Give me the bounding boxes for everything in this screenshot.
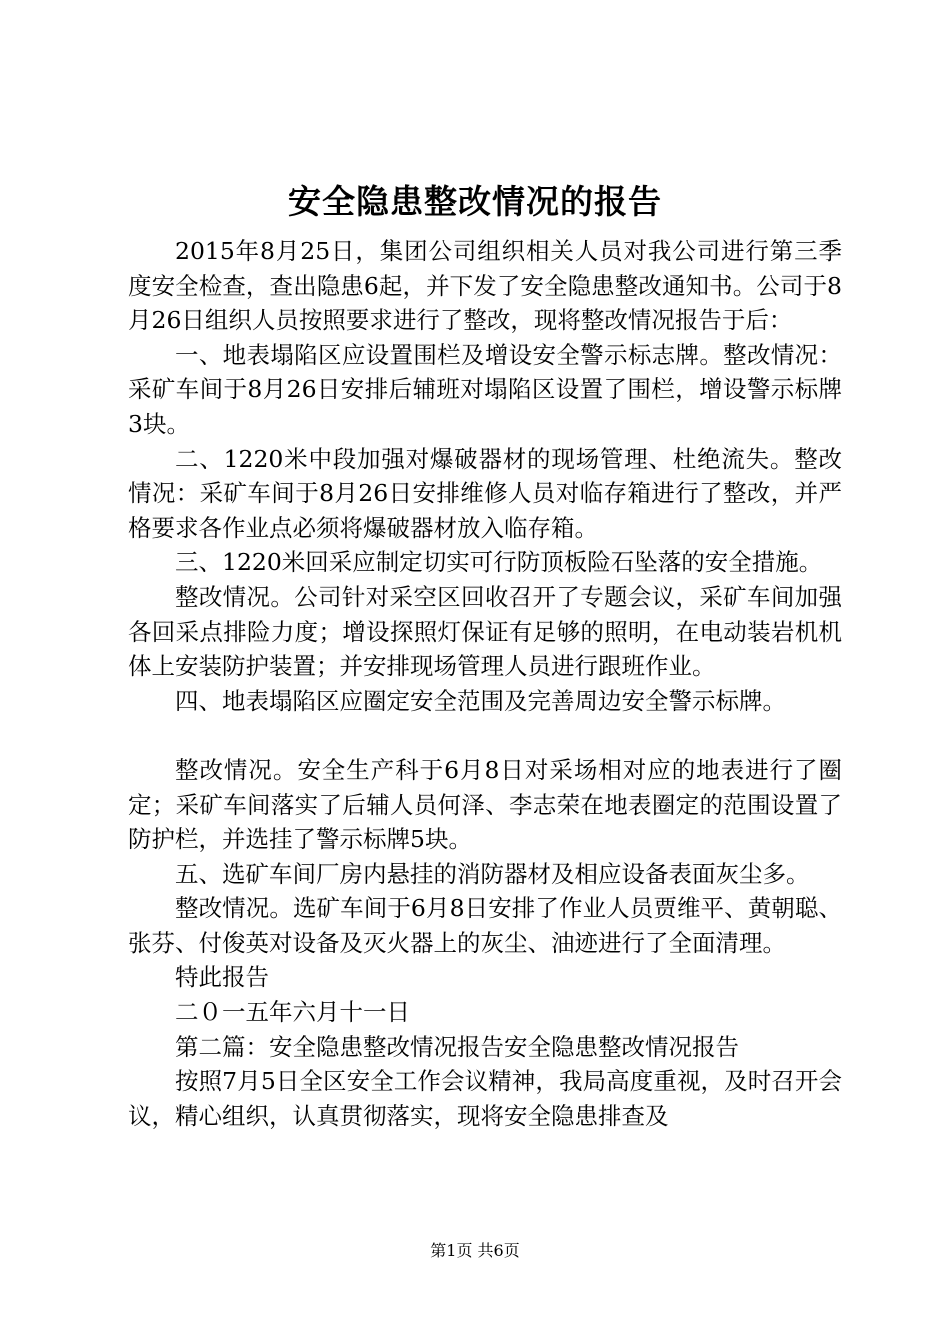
paragraph-item-4: 四、地表塌陷区应圈定安全范围及完善周边安全警示标牌。 [175,686,786,715]
paragraph-item-2: 二、1220米中段加强对爆破器材的现场管理、杜绝流失。整改情况：采矿车间于8月26日安排维修人员对临存箱进行了整改，并严格要求各作业点必须将爆破器材放入临存箱。 [128,444,842,542]
paragraph-item-1: 一、地表塌陷区应设置围栏及增设安全警示标志牌。整改情况：采矿车间于8月26日安排后辅班对塌陷区设置了围栏，增设警示标牌3块。 [128,340,842,438]
paragraph-second-heading: 第二篇：安全隐患整改情况报告安全隐患整改情况报告 [175,1032,739,1061]
paragraph-item-5: 五、选矿车间厂房内悬挂的消防器材及相应设备表面灰尘多。 [175,859,810,888]
document-title: 安全隐患整改情况的报告 [288,182,662,221]
document-body [128,234,842,1133]
paragraph-intro: 2015年8月25日，集团公司组织相关人员对我公司进行第三季度安全检查，查出隐患6起，并下发了安全隐患整改通知书。公司于8月26日组织人员按照要求进行了整改，现将整改情况报告于后： [128,237,842,335]
page-footer: 第1页 共6页 [430,1241,520,1260]
paragraph-date: 二０一五年六月十一日 [175,998,410,1027]
paragraph-second-intro: 按照7月5日全区安全工作会议精神，我局高度重视，及时召开会议，精心组织，认真贯彻落实，现将安全隐患排查及 [128,1067,842,1130]
paragraph-item-5-result: 整改情况。选矿车间于6月8日安排了作业人员贾维平、黄朝聪、张芬、付俊英对设备及灭火器上的灰尘、油迹进行了全面清理。 [128,894,842,957]
paragraph-closing: 特此报告 [175,963,269,992]
paragraph-item-3-result: 整改情况。公司针对采空区回收召开了专题会议，采矿车间加强各回采点排险力度；增设探照灯保证有足够的照明，在电动装岩机机体上安装防护装置；并安排现场管理人员进行跟班作业。 [128,582,842,681]
paragraph-item-4-result: 整改情况。安全生产科于6月8日对采场相对应的地表进行了圈定；采矿车间落实了后辅人员何泽、李志荣在地表圈定的范围设置了防护栏，并选挂了警示标牌5块。 [128,755,842,854]
paragraph-item-3: 三、1220米回采应制定切实可行防顶板险石坠落的安全措施。 [175,548,823,577]
